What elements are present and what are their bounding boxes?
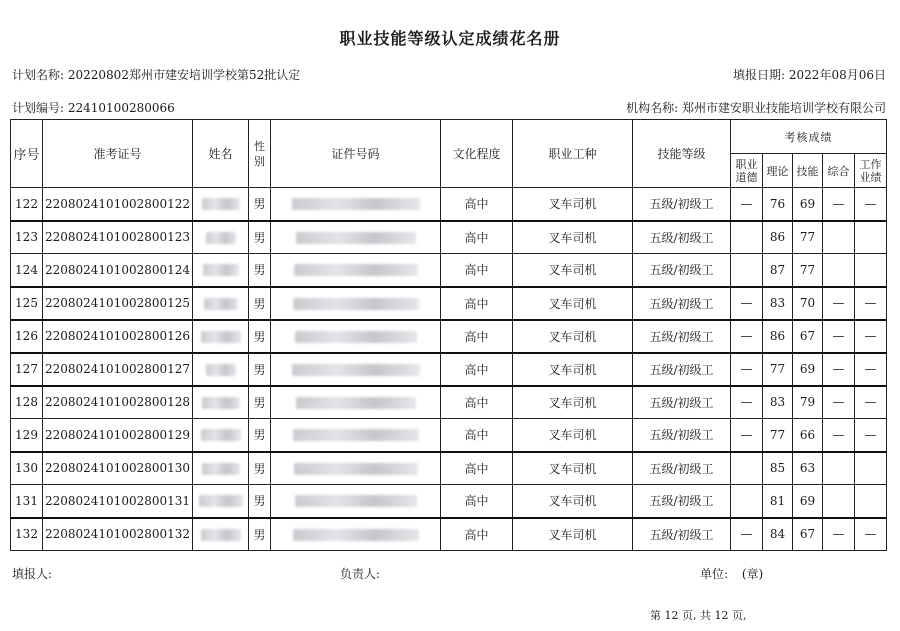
name-cell — [193, 287, 249, 320]
skill-score-cell: 77 — [793, 221, 823, 254]
roster-table — [10, 119, 887, 551]
skill-level-cell: 五级/初级工 — [633, 518, 731, 551]
responsible-label: 负责人: — [340, 567, 381, 581]
roster-body — [11, 188, 887, 551]
education-cell: 高中 — [441, 386, 513, 419]
ticket-cell: 220802410100280012​2 — [43, 188, 193, 221]
work-score-cell: — — [855, 353, 887, 386]
theory-score-cell: 87 — [763, 254, 793, 287]
skill-score-cell: 69 — [793, 188, 823, 221]
id-number-cell — [271, 452, 441, 485]
organization-label: 机构名称: — [626, 101, 679, 115]
id-number-cell — [271, 419, 441, 452]
seq-cell: 128 — [11, 386, 43, 419]
redacted-id-number — [292, 364, 420, 376]
id-number-cell — [271, 188, 441, 221]
table-row — [11, 386, 887, 419]
education-cell: 高中 — [441, 254, 513, 287]
redacted-name — [203, 264, 239, 276]
seq-cell: 125 — [11, 287, 43, 320]
ethics-score-cell: — — [731, 188, 763, 221]
skill-level-cell: 五级/初级工 — [633, 386, 731, 419]
education-cell: 高中 — [441, 452, 513, 485]
skill-score-cell: 67 — [793, 320, 823, 353]
ethics-score-cell: — — [731, 518, 763, 551]
occupation-cell: 叉车司机 — [513, 518, 633, 551]
plan-name-value: 20220802郑州市建安培训学校第52批认定 — [67, 68, 301, 82]
skill-level-cell: 五级/初级工 — [633, 452, 731, 485]
page-info: 第 12 页, 共 12 页, — [650, 609, 747, 622]
gender-cell: 男 — [249, 254, 271, 287]
occupation-cell: 叉车司机 — [513, 254, 633, 287]
unit-seal — [700, 565, 763, 582]
redacted-id-number — [295, 331, 417, 343]
occupation-cell: 叉车司机 — [513, 386, 633, 419]
organization — [626, 99, 886, 116]
occupation-cell: 叉车司机 — [513, 320, 633, 353]
redacted-id-number — [293, 298, 419, 310]
occupation-cell: 叉车司机 — [513, 221, 633, 254]
plan-name-label: 计划名称: — [12, 68, 65, 82]
skill-score-cell: 69 — [793, 353, 823, 386]
overall-score-cell — [823, 254, 855, 287]
table-row — [11, 320, 887, 353]
theory-score-cell: 77 — [763, 419, 793, 452]
organization-value: 郑州市建安职业技能培训学校有限公司 — [681, 101, 886, 115]
ticket-cell: 2208024101002800124 — [43, 254, 193, 287]
id-number-cell — [271, 353, 441, 386]
seq-cell: 122 — [11, 188, 43, 221]
header-skill: 技能 — [793, 154, 823, 188]
overall-score-cell: — — [823, 188, 855, 221]
seq-cell: 129 — [11, 419, 43, 452]
redacted-id-number — [293, 429, 419, 441]
theory-score-cell: 84 — [763, 518, 793, 551]
overall-score-cell — [823, 485, 855, 518]
ticket-cell: 2208024101002800130 — [43, 452, 193, 485]
plan-number — [12, 99, 175, 116]
education-cell: 高中 — [441, 188, 513, 221]
table-row — [11, 485, 887, 518]
overall-score-cell: — — [823, 419, 855, 452]
skill-score-cell: 66 — [793, 419, 823, 452]
redacted-id-number — [292, 198, 420, 210]
ethics-score-cell: — — [731, 320, 763, 353]
education-cell: 高中 — [441, 320, 513, 353]
seq-cell: 126 — [11, 320, 43, 353]
ethics-score-cell — [731, 452, 763, 485]
overall-score-cell: — — [823, 287, 855, 320]
name-cell — [193, 386, 249, 419]
redacted-id-number — [294, 264, 418, 276]
education-cell: 高中 — [441, 221, 513, 254]
header-overall: 综合 — [823, 154, 855, 188]
ticket-cell: 2208024101002800123 — [43, 221, 193, 254]
theory-score-cell: 85 — [763, 452, 793, 485]
occupation-cell: 叉车司机 — [513, 452, 633, 485]
work-score-cell — [855, 221, 887, 254]
skill-score-cell: 70 — [793, 287, 823, 320]
theory-score-cell: 83 — [763, 386, 793, 419]
gender-cell: 男 — [249, 452, 271, 485]
ethics-score-cell: — — [731, 287, 763, 320]
fill-date-value: 2022年08月06日 — [788, 68, 886, 82]
gender-cell: 男 — [249, 320, 271, 353]
gender-cell: 男 — [249, 485, 271, 518]
skill-score-cell: 79 — [793, 386, 823, 419]
ethics-score-cell — [731, 221, 763, 254]
theory-score-cell: 77 — [763, 353, 793, 386]
occupation-cell: 叉车司机 — [513, 419, 633, 452]
redacted-id-number — [294, 463, 418, 475]
ethics-score-cell: — — [731, 419, 763, 452]
redacted-name — [206, 232, 236, 244]
overall-score-cell: — — [823, 386, 855, 419]
header-occupation: 职业工种 — [513, 120, 633, 188]
name-cell — [193, 518, 249, 551]
redacted-name — [202, 397, 240, 409]
ticket-cell: 2208024101002800127 — [43, 353, 193, 386]
work-score-cell: — — [855, 518, 887, 551]
overall-score-cell: — — [823, 320, 855, 353]
theory-score-cell: 86 — [763, 320, 793, 353]
education-cell: 高中 — [441, 287, 513, 320]
redacted-name — [202, 463, 240, 475]
ethics-score-cell: — — [731, 353, 763, 386]
skill-score-cell: 63 — [793, 452, 823, 485]
redacted-name — [201, 429, 241, 441]
ethics-score-cell — [731, 485, 763, 518]
ticket-cell: 2208024101002800128 — [43, 386, 193, 419]
table-row — [11, 221, 887, 254]
plan-number-value: 22410100280066 — [67, 101, 175, 115]
plan-number-label: 计划编号: — [12, 101, 65, 115]
header-scores-group: 考核成绩 — [731, 120, 887, 154]
seq-cell: 123 — [11, 221, 43, 254]
ticket-cell: 2208024101002800131 — [43, 485, 193, 518]
header-id-number: 证件号码 — [271, 120, 441, 188]
ethics-score-cell — [731, 254, 763, 287]
table-row — [11, 419, 887, 452]
header-theory: 理论 — [763, 154, 793, 188]
work-score-cell: — — [855, 188, 887, 221]
redacted-id-number — [295, 495, 417, 507]
redacted-name — [206, 364, 236, 376]
table-row — [11, 353, 887, 386]
id-number-cell — [271, 485, 441, 518]
work-score-cell — [855, 452, 887, 485]
theory-score-cell: 83 — [763, 287, 793, 320]
id-number-cell — [271, 386, 441, 419]
id-number-cell — [271, 287, 441, 320]
header-name: 姓名 — [193, 120, 249, 188]
seq-cell: 127 — [11, 353, 43, 386]
work-score-cell: — — [855, 287, 887, 320]
seq-cell: 124 — [11, 254, 43, 287]
skill-level-cell: 五级/初级工 — [633, 485, 731, 518]
education-cell: 高中 — [441, 518, 513, 551]
table-row — [11, 287, 887, 320]
redacted-name — [199, 495, 243, 507]
ticket-cell: 2208024101002800126 — [43, 320, 193, 353]
skill-level-cell: 五级/初级工 — [633, 419, 731, 452]
fill-date — [733, 66, 886, 83]
theory-score-cell: 76 — [763, 188, 793, 221]
seq-cell: 131 — [11, 485, 43, 518]
theory-score-cell: 81 — [763, 485, 793, 518]
id-number-cell — [271, 254, 441, 287]
gender-cell: 男 — [249, 221, 271, 254]
plan-name — [12, 66, 300, 83]
id-number-cell — [271, 320, 441, 353]
gender-cell: 男 — [249, 188, 271, 221]
redacted-id-number — [293, 529, 419, 541]
table-row — [11, 518, 887, 551]
name-cell — [193, 188, 249, 221]
occupation-cell: 叉车司机 — [513, 287, 633, 320]
ticket-cell: 2208024101002800132 — [43, 518, 193, 551]
header-skill-level: 技能等级 — [633, 120, 731, 188]
redacted-name — [201, 331, 241, 343]
ticket-cell: 2208024101002800129 — [43, 419, 193, 452]
name-cell — [193, 452, 249, 485]
skill-level-cell: 五级/初级工 — [633, 320, 731, 353]
redacted-name — [202, 198, 240, 210]
filler-label: 填报人: — [12, 567, 53, 581]
skill-score-cell: 69 — [793, 485, 823, 518]
fill-date-label: 填报日期: — [733, 68, 786, 82]
name-cell — [193, 353, 249, 386]
skill-score-cell: 77 — [793, 254, 823, 287]
skill-level-cell: 五级/初级工 — [633, 188, 731, 221]
name-cell — [193, 419, 249, 452]
redacted-name — [201, 529, 241, 541]
gender-cell: 男 — [249, 386, 271, 419]
work-score-cell — [855, 254, 887, 287]
gender-cell: 男 — [249, 287, 271, 320]
name-cell — [193, 221, 249, 254]
work-score-cell: — — [855, 419, 887, 452]
header-work-performance: 工作业绩 — [855, 154, 887, 188]
overall-score-cell — [823, 221, 855, 254]
theory-score-cell: 86 — [763, 221, 793, 254]
ethics-score-cell: — — [731, 386, 763, 419]
header-ticket: 准考证号 — [43, 120, 193, 188]
table-row — [11, 188, 887, 221]
gender-cell: 男 — [249, 518, 271, 551]
gender-cell: 男 — [249, 419, 271, 452]
occupation-cell: 叉车司机 — [513, 188, 633, 221]
education-cell: 高中 — [441, 419, 513, 452]
skill-score-cell: 67 — [793, 518, 823, 551]
unit-label: 单位: — [700, 567, 729, 581]
skill-level-cell: 五级/初级工 — [633, 353, 731, 386]
id-number-cell — [271, 221, 441, 254]
work-score-cell: — — [855, 386, 887, 419]
overall-score-cell: — — [823, 353, 855, 386]
document-title: 职业技能等级认定成绩花名册 — [339, 29, 561, 48]
work-score-cell: — — [855, 320, 887, 353]
name-cell — [193, 254, 249, 287]
seal-text: (章) — [741, 567, 764, 581]
name-cell — [193, 485, 249, 518]
education-cell: 高中 — [441, 353, 513, 386]
header-education: 文化程度 — [441, 120, 513, 188]
header-seq: 序号 — [11, 120, 43, 188]
redacted-id-number — [296, 397, 416, 409]
redacted-name — [204, 298, 238, 310]
skill-level-cell: 五级/初级工 — [633, 254, 731, 287]
education-cell: 高中 — [441, 485, 513, 518]
redacted-id-number — [296, 232, 416, 244]
occupation-cell: 叉车司机 — [513, 353, 633, 386]
occupation-cell: 叉车司机 — [513, 485, 633, 518]
header-ethics: 职业道德 — [731, 154, 763, 188]
work-score-cell — [855, 485, 887, 518]
ticket-cell: 2208024101002800125 — [43, 287, 193, 320]
overall-score-cell — [823, 452, 855, 485]
header-gender: 性别 — [249, 120, 271, 188]
skill-level-cell: 五级/初级工 — [633, 221, 731, 254]
gender-cell: 男 — [249, 353, 271, 386]
table-row — [11, 254, 887, 287]
id-number-cell — [271, 518, 441, 551]
seq-cell: 132 — [11, 518, 43, 551]
table-row — [11, 452, 887, 485]
seq-cell: 130 — [11, 452, 43, 485]
skill-level-cell: 五级/初级工 — [633, 287, 731, 320]
overall-score-cell: — — [823, 518, 855, 551]
name-cell — [193, 320, 249, 353]
